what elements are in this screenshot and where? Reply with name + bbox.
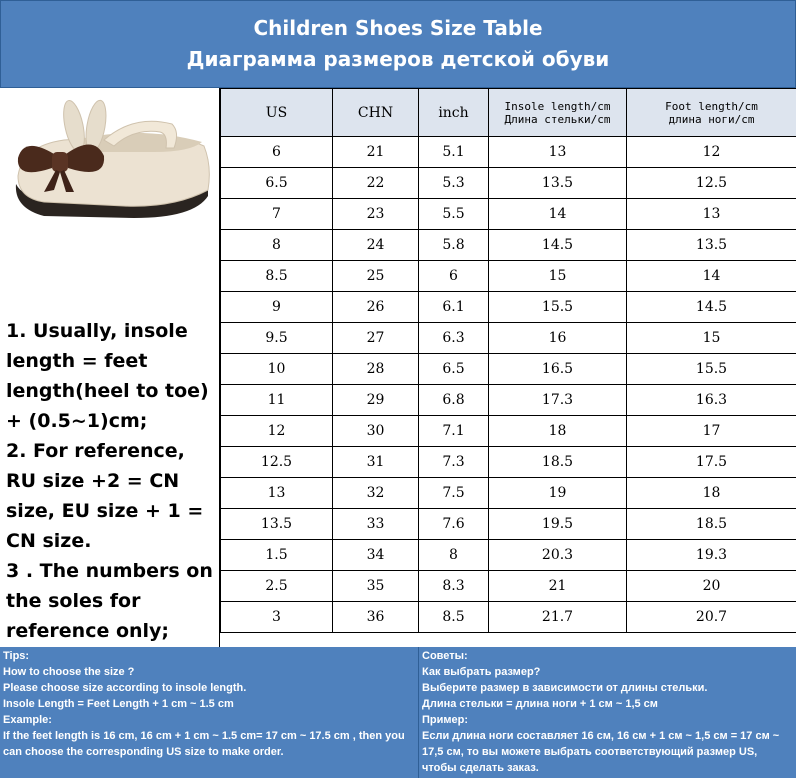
cell-inch: 5.3 xyxy=(419,168,489,199)
cell-insole: 21.7 xyxy=(489,602,627,633)
title-english: Children Shoes Size Table xyxy=(253,16,543,40)
size-notes xyxy=(6,316,218,646)
tips-ru-line: Если длина ноги составляет 16 см, 16 см + 1 см ~ 1,5 см = 17 см ~ 17,5 см, то вы можете выбрать соответствующий размер US, чтобы сделать заказ. xyxy=(422,730,780,774)
cell-insole: 13 xyxy=(489,137,627,168)
cell-us: 6.5 xyxy=(221,168,333,199)
header-insole-ru: Длина стельки/cm xyxy=(504,112,611,126)
cell-chn: 22 xyxy=(333,168,419,199)
note-1: 1. Usually, insole length = feet length(heel to toe) + (0.5~1)cm; xyxy=(6,320,209,432)
tips-panel xyxy=(0,647,796,778)
cell-chn: 25 xyxy=(333,261,419,292)
table-header-row xyxy=(221,89,796,137)
table-row xyxy=(221,385,796,416)
header-chn: CHN xyxy=(333,89,419,137)
tips-ru-line: Выберите размер в зависимости от длины стельки. xyxy=(422,682,708,694)
cell-foot: 20 xyxy=(627,571,796,602)
cell-foot: 15 xyxy=(627,323,796,354)
tips-en-line: Insole Length = Feet Length + 1 cm ~ 1.5 cm xyxy=(3,698,234,710)
cell-insole: 14 xyxy=(489,199,627,230)
cell-us: 9 xyxy=(221,292,333,323)
note-3: 3 . The numbers on the soles for reference only; xyxy=(6,560,213,642)
cell-foot: 12 xyxy=(627,137,796,168)
cell-us: 12.5 xyxy=(221,447,333,478)
cell-foot: 19.3 xyxy=(627,540,796,571)
cell-us: 13.5 xyxy=(221,509,333,540)
cell-insole: 15 xyxy=(489,261,627,292)
tips-en-line: How to choose the size ? xyxy=(3,666,135,678)
cell-foot: 14.5 xyxy=(627,292,796,323)
table-row xyxy=(221,261,796,292)
cell-chn: 26 xyxy=(333,292,419,323)
cell-inch: 5.1 xyxy=(419,137,489,168)
header-foot-ru: длина ноги/cm xyxy=(668,112,755,126)
cell-foot: 17 xyxy=(627,416,796,447)
cell-inch: 6.3 xyxy=(419,323,489,354)
cell-us: 11 xyxy=(221,385,333,416)
cell-chn: 29 xyxy=(333,385,419,416)
cell-foot: 18 xyxy=(627,478,796,509)
cell-chn: 21 xyxy=(333,137,419,168)
cell-insole: 16 xyxy=(489,323,627,354)
size-table xyxy=(220,88,796,633)
cell-us: 8.5 xyxy=(221,261,333,292)
cell-us: 6 xyxy=(221,137,333,168)
table-row xyxy=(221,478,796,509)
tips-ru-line: Советы: xyxy=(422,650,468,662)
cell-chn: 36 xyxy=(333,602,419,633)
header-foot-en: Foot length/cm xyxy=(665,99,758,113)
title-russian: Диаграмма размеров детской обуви xyxy=(186,47,610,71)
cell-chn: 30 xyxy=(333,416,419,447)
table-row xyxy=(221,292,796,323)
shoe-photo xyxy=(4,96,214,226)
table-row xyxy=(221,168,796,199)
cell-us: 2.5 xyxy=(221,571,333,602)
cell-foot: 13 xyxy=(627,199,796,230)
table-body xyxy=(221,137,796,633)
cell-insole: 17.3 xyxy=(489,385,627,416)
cell-foot: 13.5 xyxy=(627,230,796,261)
table-row xyxy=(221,323,796,354)
cell-insole: 16.5 xyxy=(489,354,627,385)
tips-ru-line: Как выбрать размер? xyxy=(422,666,541,678)
header-foot xyxy=(627,89,796,137)
cell-insole: 21 xyxy=(489,571,627,602)
cell-chn: 23 xyxy=(333,199,419,230)
table-row xyxy=(221,137,796,168)
cell-foot: 14 xyxy=(627,261,796,292)
cell-us: 3 xyxy=(221,602,333,633)
cell-foot: 12.5 xyxy=(627,168,796,199)
cell-insole: 19 xyxy=(489,478,627,509)
cell-inch: 6.1 xyxy=(419,292,489,323)
cell-us: 13 xyxy=(221,478,333,509)
table-row xyxy=(221,416,796,447)
cell-chn: 24 xyxy=(333,230,419,261)
cell-insole: 18.5 xyxy=(489,447,627,478)
cell-us: 10 xyxy=(221,354,333,385)
cell-inch: 7.3 xyxy=(419,447,489,478)
table-row xyxy=(221,447,796,478)
cell-inch: 7.1 xyxy=(419,416,489,447)
header-insole xyxy=(489,89,627,137)
cell-chn: 35 xyxy=(333,571,419,602)
cell-inch: 5.8 xyxy=(419,230,489,261)
cell-insole: 14.5 xyxy=(489,230,627,261)
cell-insole: 13.5 xyxy=(489,168,627,199)
cell-foot: 15.5 xyxy=(627,354,796,385)
tips-russian xyxy=(419,647,796,778)
cell-us: 8 xyxy=(221,230,333,261)
header-inch: inch xyxy=(419,89,489,137)
cell-foot: 16.3 xyxy=(627,385,796,416)
table-row xyxy=(221,509,796,540)
cell-foot: 20.7 xyxy=(627,602,796,633)
cell-inch: 6.5 xyxy=(419,354,489,385)
cell-inch: 7.5 xyxy=(419,478,489,509)
note-2: 2. For reference, RU size +2 = CN size, EU size + 1 = CN size. xyxy=(6,440,204,552)
cell-inch: 5.5 xyxy=(419,199,489,230)
header-insole-en: Insole length/cm xyxy=(504,99,611,113)
cell-inch: 8 xyxy=(419,540,489,571)
cell-us: 7 xyxy=(221,199,333,230)
tips-en-line: If the feet length is 16 cm, 16 cm + 1 cm ~ 1.5 cm= 17 cm ~ 17.5 cm , then you can choose the corresponding US size to make order. xyxy=(3,730,405,758)
tips-en-line: Example: xyxy=(3,714,52,726)
cell-chn: 32 xyxy=(333,478,419,509)
cell-foot: 17.5 xyxy=(627,447,796,478)
table-row xyxy=(221,199,796,230)
table-row xyxy=(221,540,796,571)
cell-insole: 20.3 xyxy=(489,540,627,571)
tips-english xyxy=(0,647,419,778)
cell-inch: 8.5 xyxy=(419,602,489,633)
tips-en-line: Please choose size according to insole length. xyxy=(3,682,247,694)
cell-us: 12 xyxy=(221,416,333,447)
table-row xyxy=(221,602,796,633)
header-banner xyxy=(0,0,796,88)
tips-ru-line: Длина стельки = длина ноги + 1 см ~ 1,5 см xyxy=(422,698,658,710)
tips-en-line: Tips: xyxy=(3,650,30,662)
table-row xyxy=(221,571,796,602)
cell-foot: 18.5 xyxy=(627,509,796,540)
cell-chn: 27 xyxy=(333,323,419,354)
cell-insole: 18 xyxy=(489,416,627,447)
header-us: US xyxy=(221,89,333,137)
cell-inch: 6.8 xyxy=(419,385,489,416)
table-row xyxy=(221,354,796,385)
cell-insole: 19.5 xyxy=(489,509,627,540)
left-panel xyxy=(0,88,220,647)
table-row xyxy=(221,230,796,261)
cell-chn: 33 xyxy=(333,509,419,540)
cell-us: 9.5 xyxy=(221,323,333,354)
cell-us: 1.5 xyxy=(221,540,333,571)
cell-inch: 7.6 xyxy=(419,509,489,540)
cell-inch: 8.3 xyxy=(419,571,489,602)
cell-inch: 6 xyxy=(419,261,489,292)
tips-ru-line: Пример: xyxy=(422,714,469,726)
cell-chn: 31 xyxy=(333,447,419,478)
cell-chn: 34 xyxy=(333,540,419,571)
cell-chn: 28 xyxy=(333,354,419,385)
cell-insole: 15.5 xyxy=(489,292,627,323)
